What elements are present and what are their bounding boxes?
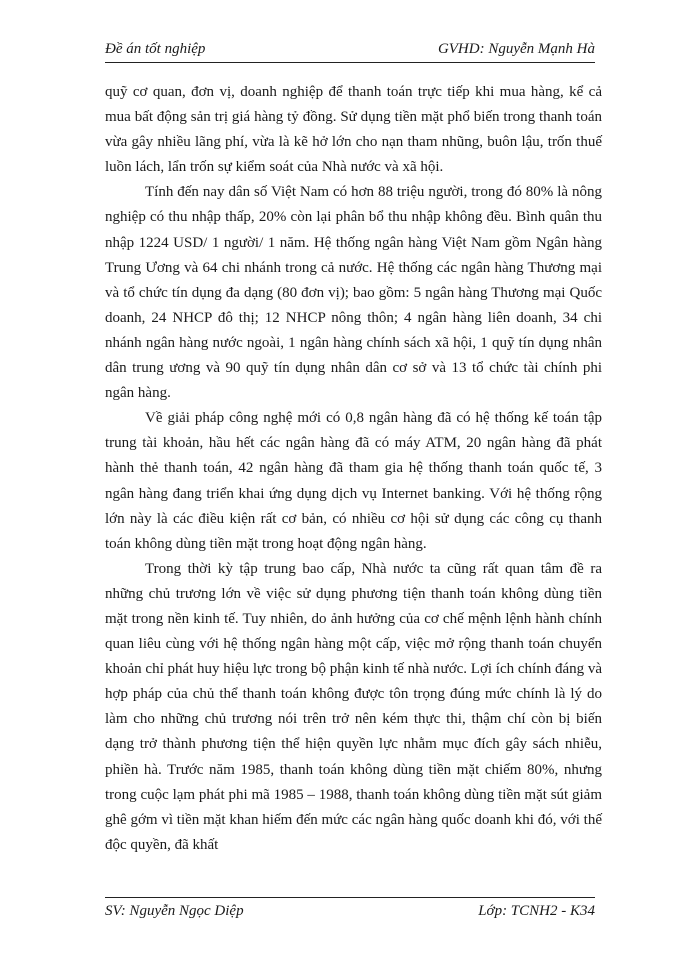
header-supervisor: GVHD: Nguyễn Mạnh Hà xyxy=(437,41,595,57)
header-thesis-label: Đề án tốt nghiệp xyxy=(105,41,206,57)
document-body xyxy=(105,80,602,858)
footer-class: Lớp: TCNH2 - K34 xyxy=(478,903,595,919)
page-footer xyxy=(105,897,595,923)
footer-divider xyxy=(105,897,595,898)
paragraph-technology: Về giải pháp công nghệ mới có 0,8 ngân hàng đã có hệ thống kế toán tập trung tài khoản, hầu hết các ngân hàng đã có máy ATM, 20 ngân hàng đã phát hành thẻ thanh toán, 42 ngân hàng đã tham gia hệ thống thanh toán quốc tế, 3 ngân hàng đang triển khai ứng dụng dịch vụ Internet banking. Với hệ thống rộng lớn này là các điều kiện rất cơ bản, có nhiều cơ hội sử dụng các công cụ thanh toán không dùng tiền mặt trong hoạt động ngân hàng. xyxy=(105,410,602,552)
paragraph-continuation: quỹ cơ quan, đơn vị, doanh nghiệp để thanh toán trực tiếp khi mua hàng, kể cả mua bất động sản trị giá hàng tỷ đồng. Sử dụng tiền mặt phổ biến trong thanh toán vừa gây nhiều lãng phí, vừa là kẽ hở lớn cho nạn tham nhũng, buôn lậu, trốn thuế luồn lách, lẩn trốn sự kiểm soát của Nhà nước và xã hội. xyxy=(105,84,602,176)
footer-row xyxy=(105,902,595,920)
page-header xyxy=(105,40,595,66)
paragraph-subsidy-period: Trong thời kỳ tập trung bao cấp, Nhà nước ta cũng rất quan tâm đề ra những chủ trương lớn về việc sử dụng phương tiện thanh toán không dùng tiền mặt trong nền kinh tế. Tuy nhiên, do ảnh hưởng của cơ chế mệnh lệnh hành chính quan liêu cùng với hệ thống ngân hàng một cấp, việc mở rộng thanh toán chuyển khoản chỉ phát huy hiệu lực trong bộ phận kinh tế nhà nước. Lợi ích chính đáng và hợp pháp của chủ thể thanh toán không được tôn trọng đúng mức chính là lý do làm cho những chủ trương nói trên trở nên kém thực thi, thậm chí còn bị biến dạng trở thành phương tiện thể hiện quyền lực nhằm mục đích gây sách nhiễu, phiền hà. Trước năm 1985, thanh toán không dùng tiền mặt chiếm 80%, nhưng trong cuộc lạm phát phi mã 1985 – 1988, thanh toán không dùng tiền mặt sút giảm ghê gớm vì tiền mặt khan hiếm đến mức các ngân hàng quốc doanh khi đó, với thế độc quyền, đã khất xyxy=(105,560,603,853)
header-divider xyxy=(105,62,595,63)
footer-student: SV: Nguyễn Ngọc Diệp xyxy=(105,903,244,919)
paragraph-population-banking: Tính đến nay dân số Việt Nam có hơn 88 triệu người, trong đó 80% là nông nghiệp có thu nhập thấp, 20% còn lại phân bổ thu nhập không đều. Bình quân thu nhập 1224 USD/ 1 người/ 1 năm. Hệ thống ngân hàng Việt Nam gồm Ngân hàng Trung Ương và 64 chi nhánh trong cả nước. Hệ thống các ngân hàng Thương mại và tổ chức tín dụng đa dạng (80 đơn vị); bao gồm: 5 ngân hàng Thương mại Quốc doanh, 24 NHCP đô thị; 12 NHCP nông thôn; 4 ngân hàng liên doanh, 34 chi nhánh ngân hàng nước ngoài, 1 ngân hàng chính sách xã hội, 1 quỹ tín dụng nhân dân trung ương và 90 quỹ tín dụng nhân dân cơ sở và 13 tổ chức tài chính phi ngân hàng. xyxy=(105,184,602,402)
